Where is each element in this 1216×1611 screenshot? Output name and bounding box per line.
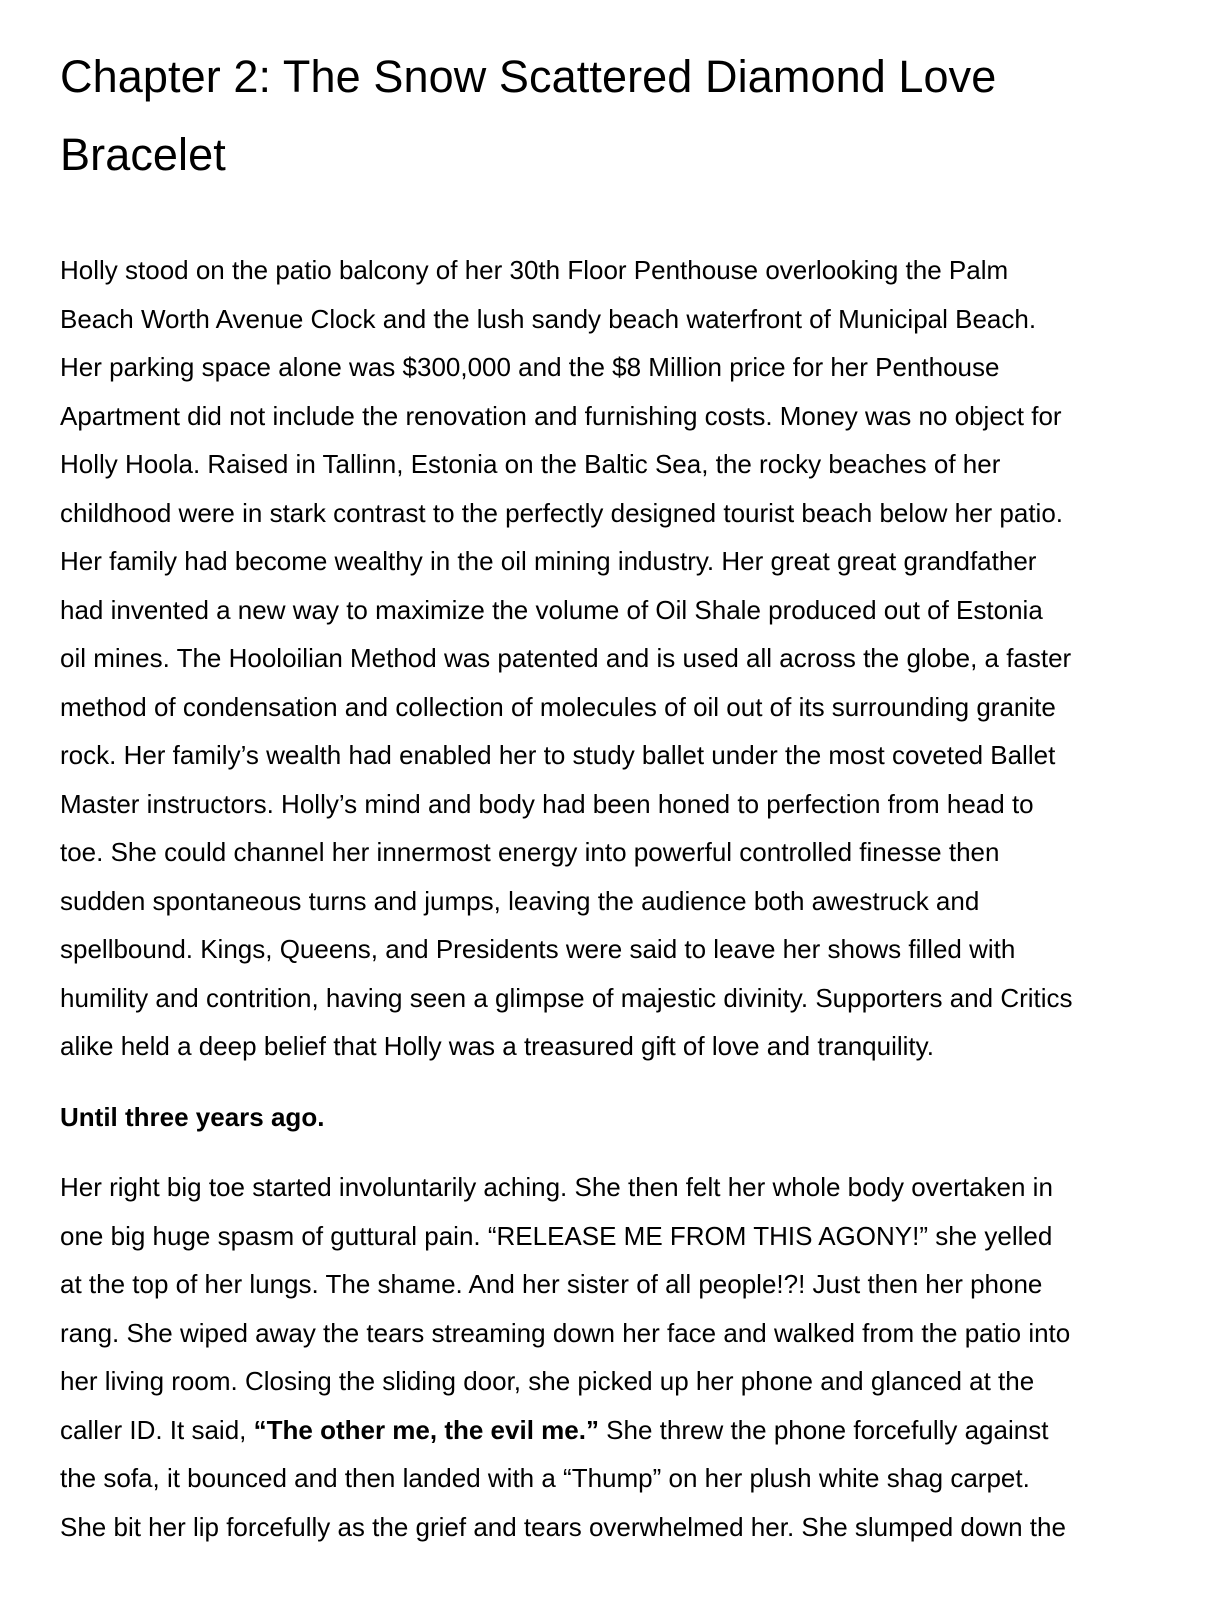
document-page bbox=[60, 38, 1160, 1551]
paragraph-3 bbox=[60, 1163, 1160, 1551]
paragraph-3-line bbox=[60, 1415, 1048, 1445]
paragraph-3-line: She bit her lip forcefully as the grief and tears overwhelmed her. She slumped down the bbox=[60, 1511, 1066, 1542]
paragraph-2-emphasis bbox=[60, 1093, 1160, 1142]
paragraph-2-text: Until three years ago. bbox=[60, 1101, 325, 1132]
paragraph-1-line: Her parking space alone was $300,000 and the $8 Million price for her Penthouse bbox=[60, 352, 1000, 382]
paragraph-1-line: method of condensation and collection of molecules of oil out of its surrounding granite bbox=[60, 691, 1056, 722]
paragraph-1-line: Apartment did not include the renovation and furnishing costs. Money was no object for bbox=[60, 400, 1062, 431]
chapter-title-line-1: Chapter 2: The Snow Scattered Diamond Love bbox=[60, 51, 997, 102]
paragraph-3-line: one big huge spasm of guttural pain. “RELEASE ME FROM THIS AGONY!” she yelled bbox=[60, 1220, 1053, 1251]
paragraph-1-line: had invented a new way to maximize the volume of Oil Shale produced out of Estonia bbox=[60, 594, 1043, 625]
paragraph-1-line: sudden spontaneous turns and jumps, leaving the audience both awestruck and bbox=[60, 885, 980, 916]
paragraph-1-line: Beach Worth Avenue Clock and the lush sandy beach waterfront of Municipal Beach. bbox=[60, 303, 1037, 334]
title-spacing bbox=[60, 194, 1160, 246]
chapter-title-line-2: Bracelet bbox=[60, 129, 226, 180]
paragraph-3-line: at the top of her lungs. The shame. And her sister of all people!?! Just then her phone bbox=[60, 1269, 1043, 1299]
paragraph-1-line: childhood were in stark contrast to the perfectly designed tourist beach below her patio. bbox=[60, 497, 1064, 528]
paragraph-1-line: toe. She could channel her innermost energy into powerful controlled finesse then bbox=[60, 837, 1000, 867]
paragraph-1-line: rock. Her family’s wealth had enabled her to study ballet under the most coveted Ballet bbox=[60, 740, 1056, 770]
paragraph-1-line: oil mines. The Hooloilian Method was patented and is used all across the globe, a faster bbox=[60, 643, 1072, 673]
paragraph-1-line: alike held a deep belief that Holly was a treasured gift of love and tranquility. bbox=[60, 1031, 934, 1061]
paragraph-1-line: spellbound. Kings, Queens, and Presidents were said to leave her shows filled with bbox=[60, 934, 1016, 964]
paragraph-3-line: the sofa, it bounced and then landed with a “Thump” on her plush white shag carpet. bbox=[60, 1463, 1030, 1493]
paragraph-spacing bbox=[60, 1141, 1160, 1163]
chapter-title bbox=[60, 38, 1160, 194]
paragraph-1-line: humility and contrition, having seen a glimpse of majestic divinity. Supporters and Critics bbox=[60, 982, 1073, 1013]
paragraph-3-line: her living room. Closing the sliding door, she picked up her phone and glanced at the bbox=[60, 1366, 1035, 1396]
caller-id-quote: “The other me, the evil me.” bbox=[253, 1414, 599, 1445]
paragraph-1-line: Master instructors. Holly’s mind and body had been honed to perfection from head to bbox=[60, 788, 1034, 819]
paragraph-3-text-after-quote: She threw the phone forcefully against bbox=[598, 1414, 1049, 1445]
paragraph-spacing bbox=[60, 1071, 1160, 1093]
paragraph-1-line: Holly Hoola. Raised in Tallinn, Estonia on the Baltic Sea, the rocky beaches of her bbox=[60, 449, 1001, 479]
paragraph-1 bbox=[60, 246, 1160, 1071]
paragraph-3-line: Her right big toe started involuntarily aching. She then felt her whole body overtaken in bbox=[60, 1172, 1053, 1202]
paragraph-1-line: Her family had become wealthy in the oil mining industry. Her great great grandfather bbox=[60, 546, 1037, 576]
paragraph-3-text-before-quote: caller ID. It said, bbox=[60, 1414, 254, 1445]
paragraph-3-line: rang. She wiped away the tears streaming down her face and walked from the patio into bbox=[60, 1317, 1071, 1348]
paragraph-1-line: Holly stood on the patio balcony of her 30th Floor Penthouse overlooking the Palm bbox=[60, 255, 1009, 285]
